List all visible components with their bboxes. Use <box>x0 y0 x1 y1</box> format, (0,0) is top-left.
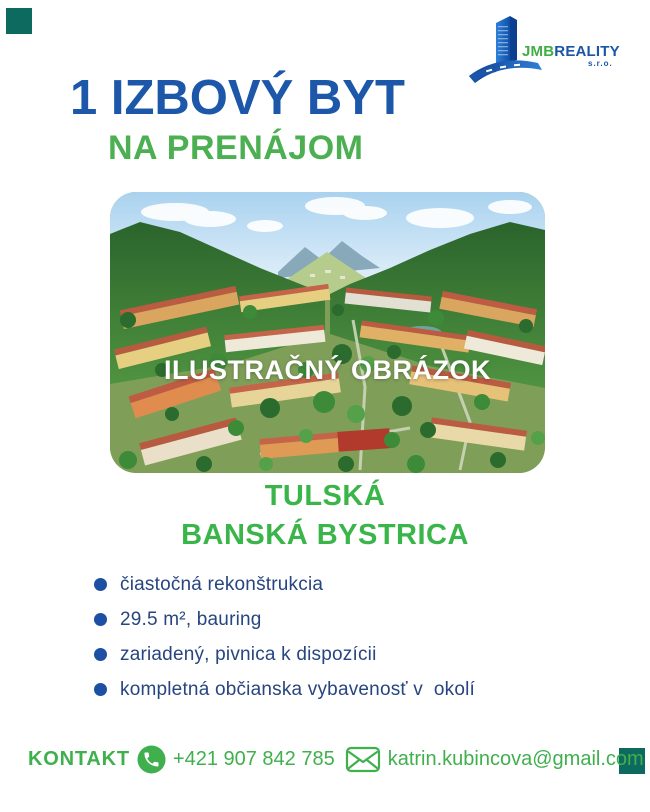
aerial-estate-illustration <box>110 192 545 473</box>
watermark-text: ILUSTRAČNÝ OBRÁZOK <box>164 355 491 385</box>
contact-phone: +421 907 842 785 <box>172 748 335 770</box>
logo-suffix: s.r.o. <box>588 59 613 68</box>
property-photo <box>110 192 545 473</box>
bullet-dot-icon <box>94 648 107 661</box>
phone-icon <box>137 745 166 774</box>
feature-text: 29.5 m², bauring <box>120 608 262 630</box>
location-city: BANSKÁ BYSTRICA <box>181 519 469 551</box>
envelope-icon <box>345 745 381 774</box>
feature-text: zariadený, pivnica k dispozícii <box>120 643 377 665</box>
logo-jmb-text: JMB <box>522 43 555 60</box>
location-street: TULSKÁ <box>264 480 386 512</box>
bullet-dot-icon <box>94 613 107 626</box>
page-title: 1 IZBOVÝ BYT <box>70 71 405 125</box>
contact-label: KONTAKT <box>28 748 130 770</box>
list-item <box>94 574 475 595</box>
page-subtitle: NA PRENÁJOM <box>108 129 364 167</box>
feature-text: čiastočná rekonštrukcia <box>120 573 324 595</box>
bullet-dot-icon <box>94 683 107 696</box>
feature-text: kompletná občianska vybavenosť v okolí <box>120 678 476 700</box>
corner-accent-top-left <box>6 8 32 34</box>
logo-wordmark <box>522 43 620 60</box>
company-logo <box>466 10 626 90</box>
list-item <box>94 679 475 700</box>
bullet-dot-icon <box>94 578 107 591</box>
contact-row <box>28 745 644 774</box>
contact-email: katrin.kubincova@gmail.com <box>387 748 644 770</box>
feature-list <box>94 574 475 714</box>
list-item <box>94 644 475 665</box>
logo-reality-text: REALITY <box>554 43 620 60</box>
list-item <box>94 609 475 630</box>
